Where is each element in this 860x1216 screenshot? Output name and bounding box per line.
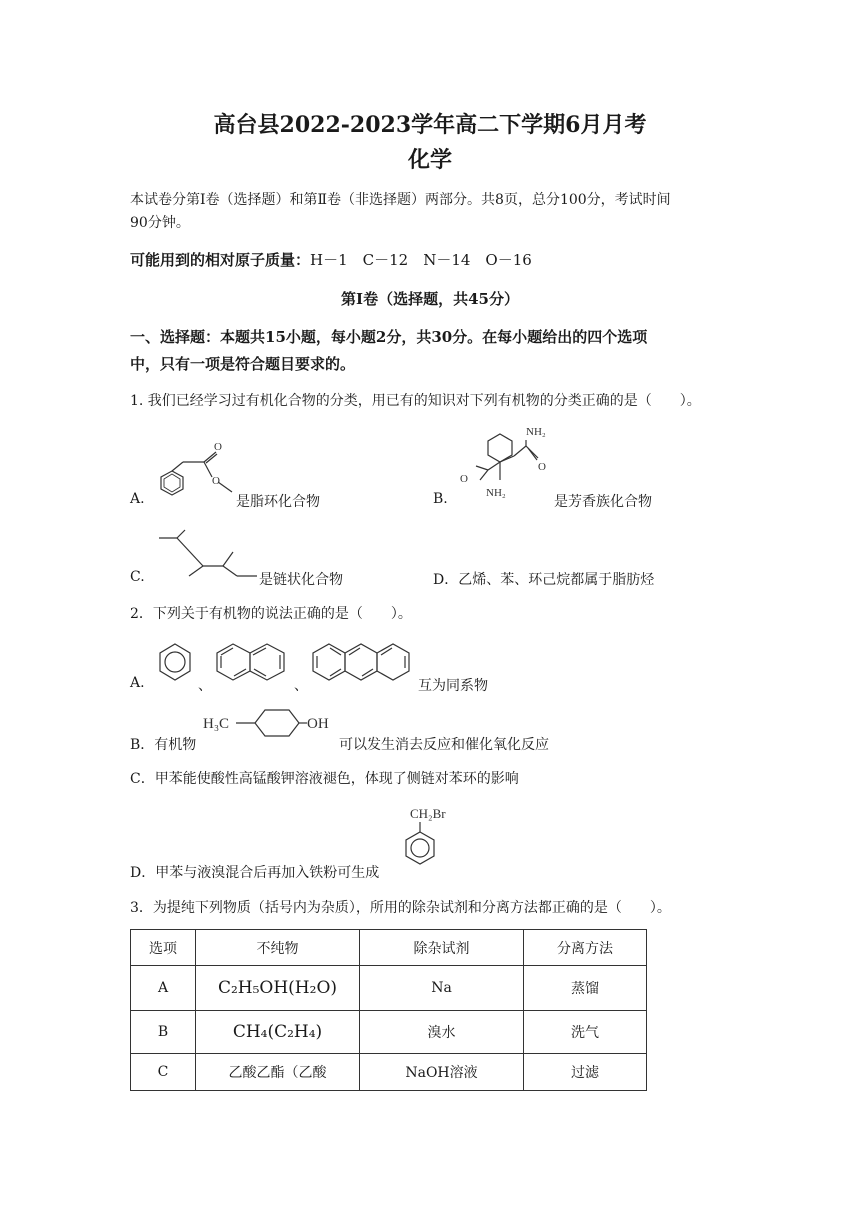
q3-table	[130, 929, 647, 1091]
q1-b-o-left: O	[460, 473, 468, 485]
table-cell-method: 蒸馏	[524, 966, 647, 1011]
table-row	[131, 1011, 647, 1054]
table-cell-impure: CH₄(C₂H₄)	[196, 1011, 360, 1054]
part1-heading: 第Ⅰ卷（选择题，共45分）	[341, 290, 519, 308]
q1-a-carbonyl-o: O	[214, 441, 222, 453]
q1-option-c-text: 是链状化合物	[259, 572, 343, 588]
table-cell-impure: 乙酸乙酯（乙酸	[196, 1054, 360, 1091]
intro-line-2: 90分钟。	[130, 215, 190, 231]
table-cell-method: 过滤	[524, 1054, 647, 1091]
q1-option-c-label: C.	[130, 569, 145, 585]
atomic-masses-values: H－1 C－12 N－14 O－16	[310, 251, 532, 269]
q2-option-a-label: A.	[130, 675, 145, 691]
q2-option-c-text: C．甲苯能使酸性高锰酸钾溶液褪色，体现了侧链对苯环的影响	[130, 771, 519, 787]
table-header-reagent: 除杂试剂	[360, 930, 524, 966]
q1-b-cyclohexane-structure	[458, 422, 558, 512]
table-header-row	[131, 930, 647, 966]
q2-b-oh: OH	[307, 716, 329, 732]
q2-b-h3c: H₃C	[203, 716, 230, 732]
part1-instruction-line-2: 中，只有一项是符合题目要求的。	[130, 355, 356, 373]
q1-stem: 1. 我们已经学习过有机化合物的分类，用已有的知识对下列有机物的分类正确的是（ ）。	[130, 393, 701, 409]
q2-option-a-sep-1: 、	[198, 678, 212, 694]
q2-option-a-text: 互为同系物	[418, 678, 488, 694]
table-cell-option: A	[131, 966, 196, 1011]
q2-a-benzene-structure	[156, 640, 196, 690]
atomic-masses	[130, 249, 532, 270]
table-cell-impure: C₂H₅OH(H₂O)	[196, 966, 360, 1011]
part1-instruction-line-1: 一、选择题：本题共15小题，每小题2分，共30分。在每小题给出的四个选项	[130, 328, 648, 346]
q2-d-ch2br: CH₂Br	[410, 806, 446, 821]
q1-option-a-text: 是脂环化合物	[236, 494, 320, 510]
q2-a-naphthalene-structure	[214, 640, 294, 690]
q2-option-d-text: D．甲苯与液溴混合后再加入铁粉可生成	[130, 865, 380, 881]
q2-b-methylcyclohexanol-structure	[203, 706, 343, 750]
exam-title: 高台县2022-2023学年高二下学期6月月考	[213, 112, 647, 138]
intro-line-1: 本试卷分第Ⅰ卷（选择题）和第Ⅱ卷（非选择题）两部分。共8页，总分100分，考试时间	[130, 192, 671, 208]
atomic-masses-label: 可能用到的相对原子质量：	[130, 251, 311, 269]
q1-b-nh2-top: NH₂	[526, 426, 546, 438]
table-row	[131, 1054, 647, 1091]
q1-option-d-text: D．乙烯、苯、环己烷都属于脂肪烃	[433, 572, 655, 588]
table-cell-method: 洗气	[524, 1011, 647, 1054]
table-cell-reagent: Na	[360, 966, 524, 1011]
q1-a-ether-o: O	[212, 475, 220, 487]
table-cell-reagent: 溴水	[360, 1011, 524, 1054]
table-header-method: 分离方法	[524, 930, 647, 966]
q1-c-chain-structure	[155, 526, 265, 586]
q2-option-b-text: 可以发生消去反应和催化氧化反应	[339, 737, 549, 753]
table-row	[131, 966, 647, 1011]
table-cell-option: C	[131, 1054, 196, 1091]
table-header-option: 选项	[131, 930, 196, 966]
q1-b-nh2-bottom: NH₂	[486, 487, 506, 499]
q1-option-b-text: 是芳香族化合物	[554, 494, 652, 510]
q2-stem: 2．下列关于有机物的说法正确的是（ ）。	[130, 606, 412, 622]
q2-a-anthracene-structure	[310, 640, 420, 690]
q1-option-b-label: B.	[433, 491, 448, 507]
exam-subject: 化学	[407, 147, 452, 173]
q2-option-b-label: B．有机物	[130, 737, 197, 753]
q1-option-a-label: A.	[130, 491, 145, 507]
table-cell-reagent: NaOH溶液	[360, 1054, 524, 1091]
q1-a-ester-structure	[150, 440, 240, 510]
q2-d-benzyl-bromide-structure	[400, 802, 470, 878]
q3-stem: 3．为提纯下列物质（括号内为杂质），所用的除杂试剂和分离方法都正确的是（ ）。	[130, 900, 671, 916]
table-header-impure: 不纯物	[196, 930, 360, 966]
q1-b-o-right: O	[538, 461, 546, 473]
table-cell-option: B	[131, 1011, 196, 1054]
q2-option-a-sep-2: 、	[294, 678, 308, 694]
